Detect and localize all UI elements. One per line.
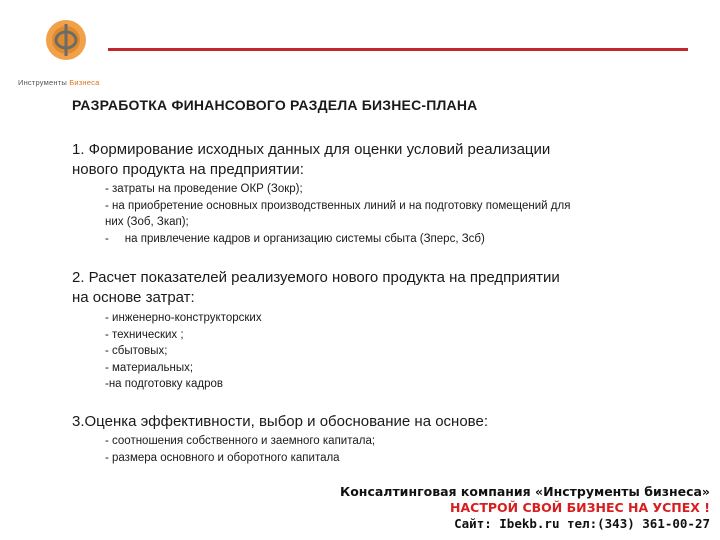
company-logo xyxy=(18,18,118,87)
list-item: -на подготовку кадров xyxy=(105,378,223,391)
footer-slogan: НАСТРОЙ СВОЙ БИЗНЕС НА УСПЕХ ! xyxy=(450,500,710,515)
section-3-title-line-1: 3.Оценка эффективности, выбор и обоснование на основе: xyxy=(72,413,488,430)
logo-text-part2: Бизнеса xyxy=(69,78,100,87)
list-item: - размера основного и оборотного капитала xyxy=(105,451,340,464)
list-item: них (Зоб, Зкап); xyxy=(105,216,189,229)
section-2-title-line-1: 2. Расчет показателей реализуемого нового продукта на предприятии xyxy=(72,269,560,286)
section-3-title xyxy=(72,412,692,432)
top-divider xyxy=(108,48,688,51)
footer xyxy=(340,484,710,532)
list-item: - на приобретение основных производственных линий и на подготовку помещений для xyxy=(105,199,571,212)
list-item: - на привлечение кадров и организацию системы сбыта (Зперс, Зсб) xyxy=(105,232,485,245)
list-item: - материальных; xyxy=(105,361,194,374)
footer-company: Консалтинговая компания «Инструменты бизнеса» xyxy=(340,484,710,499)
section-1-title xyxy=(72,140,692,180)
section-2-title-line-2: на основе затрат: xyxy=(72,289,195,306)
section-2-title xyxy=(72,268,692,308)
logo-mark-icon xyxy=(44,18,88,62)
list-item: - технических ; xyxy=(105,328,184,341)
list-item: - затраты на проведение ОКР (Зокр); xyxy=(105,183,303,195)
section-2-list xyxy=(105,310,695,393)
section-1-title-line-1: 1. Формирование исходных данных для оценки условий реализации xyxy=(72,141,551,158)
list-item: - инженерно-конструкторских xyxy=(105,312,262,324)
section-3-list xyxy=(105,433,695,466)
footer-contacts: Сайт: Ibekb.ru тел:(343) 361-00-27 xyxy=(454,516,710,531)
logo-text xyxy=(18,78,128,87)
logo-text-part1: Инструменты xyxy=(18,78,67,87)
list-item: - соотношения собственного и заемного капитала; xyxy=(105,435,376,447)
section-1-title-line-2: нового продукта на предприятии: xyxy=(72,161,304,178)
list-item: - сбытовых; xyxy=(105,345,168,358)
section-1-list xyxy=(105,181,695,247)
page-title: РАЗРАБОТКА ФИНАНСОВОГО РАЗДЕЛА БИЗНЕС-ПЛАНА xyxy=(72,97,478,113)
